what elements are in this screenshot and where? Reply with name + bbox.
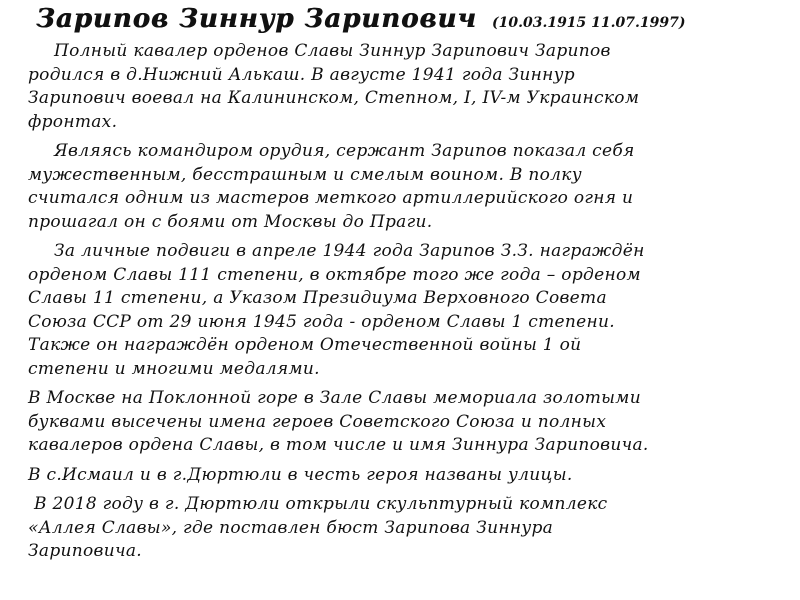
text-line: За личные подвиги в апреле 1944 года Зарипов З.З. награждён (54, 241, 645, 261)
text-line: В Москве на Поклонной горе в Зале Славы мемориала золотыми (28, 388, 641, 408)
person-name: Зарипов Зиннур Зарипович (36, 4, 477, 34)
text-line: В 2018 году в г. Дюртюли открыли скульптурный комплекс (34, 494, 608, 514)
text-line: родился в д.Нижний Алькаш. В августе 1941 года Зиннур (28, 64, 575, 85)
text-line: Являясь командиром орудия, сержант Зарипов показал себя (54, 141, 635, 161)
text-line: прошагал он с боями от Москвы до Праги. (28, 211, 433, 232)
text-line: буквами высечены имена героев Советского Союза и полных (28, 411, 607, 432)
text-line: кавалеров ордена Славы, в том числе и имя Зиннура Зариповича. (28, 435, 649, 455)
text-line: Зарипович воевал на Калининском, Степном, I, IV-м Украинском (28, 88, 640, 108)
text-line: В с.Исмаил и в г.Дюртюли в честь героя названы улицы. (28, 464, 573, 485)
text-line: фронтах. (28, 111, 118, 132)
paragraph-streets (28, 464, 780, 488)
paragraph-commander (28, 140, 780, 234)
text-line: Союза ССР от 29 июня 1945 года - орденом Славы 1 степени. (28, 311, 615, 332)
paragraph-monument (28, 493, 780, 564)
text-line: Также он награждён орденом Отечественной войны 1 ой (28, 335, 582, 355)
paragraph-memorial (28, 387, 780, 458)
paragraph-awards (28, 240, 780, 381)
text-line: «Аллея Славы», где поставлен бюст Зарипова Зиннура (28, 517, 554, 538)
life-dates: (10.03.1915 11.07.1997) (491, 15, 686, 31)
text-line: мужественным, бесстрашным и смелым воином. В полку (28, 164, 582, 185)
title-block (36, 4, 685, 34)
paragraph-orders-intro (28, 40, 780, 134)
text-line: орденом Славы 111 степени, в октябре того же года – орденом (28, 264, 641, 285)
biography-text (28, 40, 780, 570)
text-line: Зариповича. (28, 541, 142, 561)
text-line: Славы 11 степени, а Указом Президиума Верховного Совета (28, 288, 607, 308)
text-line: степени и многими медалями. (28, 358, 320, 379)
text-line: Полный кавалер орденов Славы Зиннур Зарипович Зарипов (54, 41, 611, 61)
text-line: считался одним из мастеров меткого артиллерийского огня и (28, 188, 634, 208)
